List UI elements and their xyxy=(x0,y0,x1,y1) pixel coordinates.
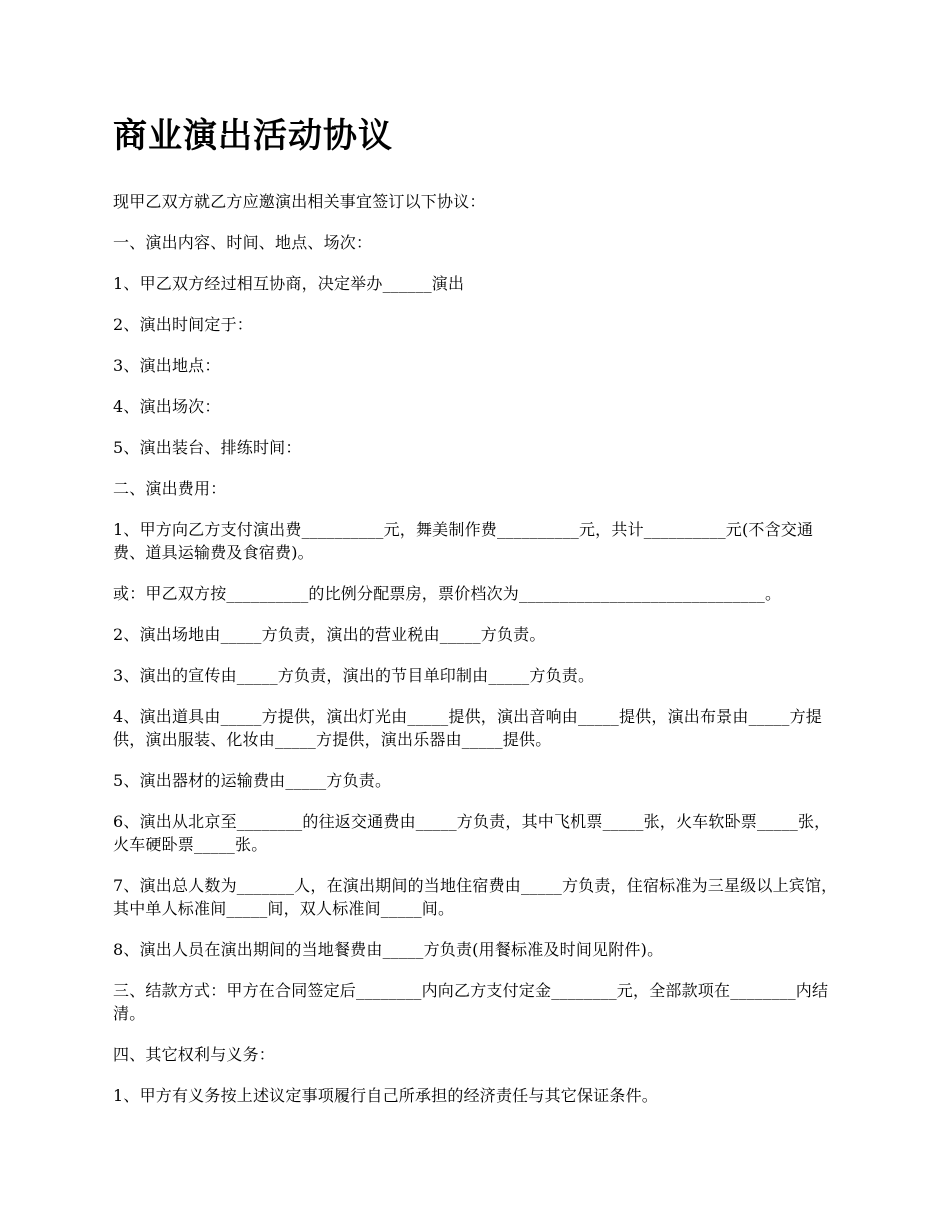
section-heading-4: 四、其它权利与义务： xyxy=(113,1045,276,1064)
clause-2-2: 2、演出场地由_____方负责，演出的营业税由_____方负责。 xyxy=(113,625,546,644)
clause-1-5: 5、演出装台、排练时间： xyxy=(113,438,302,457)
clause-2-6: 6、演出从北京至________的往返交通费由_____方负责，其中飞机票_____张，火车软卧票_____张，火车硬卧票_____张。 xyxy=(113,812,831,854)
clause-2-8: 8、演出人员在演出期间的当地餐费由_____方负责(用餐标准及时间见附件)。 xyxy=(113,940,664,959)
clause-1-2: 2、演出时间定于： xyxy=(113,315,253,334)
clause-2-1-alt: 或：甲乙双方按__________的比例分配票房，票价档次为______________________________。 xyxy=(113,584,782,603)
intro-paragraph: 现甲乙双方就乙方应邀演出相关事宜签订以下协议： xyxy=(113,192,486,211)
clause-2-3: 3、演出的宣传由_____方负责，演出的节目单印制由_____方负责。 xyxy=(113,666,595,685)
section-heading-1: 一、演出内容、时间、地点、场次： xyxy=(113,233,373,252)
clause-1-1: 1、甲乙双方经过相互协商，决定举办______演出 xyxy=(113,274,465,293)
document-page xyxy=(113,112,841,1125)
section-heading-2: 二、演出费用： xyxy=(113,479,227,498)
section-heading-3: 三、结款方式：甲方在合同签定后________内向乙方支付定金________元，全部款项在________内结清。 xyxy=(113,981,829,1023)
clause-4-1: 1、甲方有义务按上述议定事项履行自己所承担的经济责任与其它保证条件。 xyxy=(113,1086,658,1105)
clause-2-7: 7、演出总人数为_______人，在演出期间的当地住宿费由_____方负责，住宿标准为三星级以上宾馆，其中单人标准间_____间，双人标准间_____间。 xyxy=(113,876,838,918)
clause-2-1: 1、甲方向乙方支付演出费__________元，舞美制作费__________元，共计__________元(不含交通费、道具运输费及食宿费)。 xyxy=(113,520,814,562)
clause-2-4: 4、演出道具由_____方提供，演出灯光由_____提供，演出音响由_____提供，演出布景由_____方提供，演出服装、化妆由_____方提供，演出乐器由_____提供。 xyxy=(113,707,822,749)
clause-2-5: 5、演出器材的运输费由_____方负责。 xyxy=(113,771,392,790)
document-title: 商业演出活动协议 xyxy=(113,116,393,156)
clause-1-4: 4、演出场次： xyxy=(113,397,221,416)
clause-1-3: 3、演出地点： xyxy=(113,356,221,375)
